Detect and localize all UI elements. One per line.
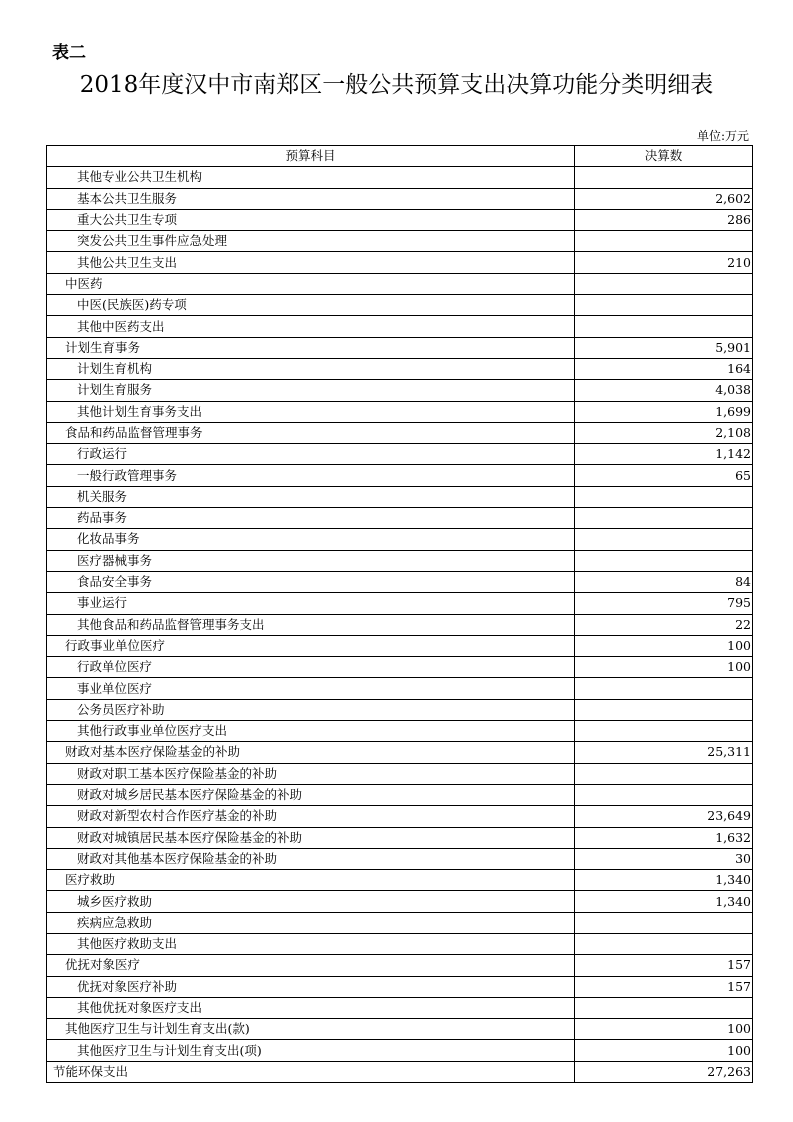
page-title: 2018年度汉中市南郑区一般公共预算支出决算功能分类明细表 — [79, 72, 714, 98]
row-subject: 医疗救助 — [47, 870, 575, 891]
row-subject: 其他计划生育事务支出 — [47, 401, 575, 422]
table-row — [47, 486, 753, 507]
row-subject: 行政事业单位医疗 — [47, 635, 575, 656]
table-row — [47, 1061, 753, 1082]
table-row — [47, 721, 753, 742]
table-row — [47, 209, 753, 230]
table-row — [47, 784, 753, 805]
row-subject: 计划生育机构 — [47, 358, 575, 379]
row-amount: 5,901 — [575, 337, 753, 358]
row-amount: 2,602 — [575, 188, 753, 209]
row-amount: 100 — [575, 1040, 753, 1061]
row-amount — [575, 167, 753, 188]
row-subject: 优抚对象医疗 — [47, 955, 575, 976]
table-row — [47, 401, 753, 422]
row-amount: 1,142 — [575, 444, 753, 465]
row-subject: 其他专业公共卫生机构 — [47, 167, 575, 188]
row-subject: 中医(民族医)药专项 — [47, 295, 575, 316]
row-subject: 其他医疗卫生与计划生育支出(款) — [47, 1019, 575, 1040]
table-row — [47, 1019, 753, 1040]
row-amount: 30 — [575, 848, 753, 869]
row-subject: 基本公共卫生服务 — [47, 188, 575, 209]
row-amount — [575, 699, 753, 720]
table-row — [47, 827, 753, 848]
row-amount — [575, 486, 753, 507]
table-header-row — [47, 146, 753, 167]
row-subject: 其他行政事业单位医疗支出 — [47, 721, 575, 742]
table-row — [47, 529, 753, 550]
row-amount — [575, 997, 753, 1018]
table-row — [47, 635, 753, 656]
row-subject: 食品和药品监督管理事务 — [47, 422, 575, 443]
row-amount: 1,632 — [575, 827, 753, 848]
row-subject: 财政对职工基本医疗保险基金的补助 — [47, 763, 575, 784]
row-subject: 公务员医疗补助 — [47, 699, 575, 720]
table-row — [47, 422, 753, 443]
row-subject: 城乡医疗救助 — [47, 891, 575, 912]
row-subject: 重大公共卫生专项 — [47, 209, 575, 230]
unit-label: 单位:万元 — [696, 129, 749, 143]
table-row — [47, 678, 753, 699]
row-amount — [575, 784, 753, 805]
row-subject: 计划生育服务 — [47, 380, 575, 401]
table-row — [47, 316, 753, 337]
table-row — [47, 806, 753, 827]
table-row — [47, 763, 753, 784]
row-amount: 286 — [575, 209, 753, 230]
row-subject: 行政运行 — [47, 444, 575, 465]
row-subject: 财政对新型农村合作医疗基金的补助 — [47, 806, 575, 827]
row-amount: 22 — [575, 614, 753, 635]
row-amount — [575, 529, 753, 550]
table-row — [47, 444, 753, 465]
row-subject: 其他医疗卫生与计划生育支出(项) — [47, 1040, 575, 1061]
row-subject: 突发公共卫生事件应急处理 — [47, 231, 575, 252]
row-subject: 中医药 — [47, 273, 575, 294]
row-amount — [575, 933, 753, 954]
row-amount: 1,340 — [575, 891, 753, 912]
row-subject: 其他优抚对象医疗支出 — [47, 997, 575, 1018]
table-row — [47, 955, 753, 976]
row-subject: 其他医疗救助支出 — [47, 933, 575, 954]
table-row — [47, 380, 753, 401]
table-row — [47, 976, 753, 997]
row-amount: 210 — [575, 252, 753, 273]
table-row — [47, 699, 753, 720]
table-row — [47, 593, 753, 614]
table-row — [47, 912, 753, 933]
table-row — [47, 358, 753, 379]
row-amount — [575, 231, 753, 252]
row-subject: 疾病应急救助 — [47, 912, 575, 933]
row-amount: 27,263 — [575, 1061, 753, 1082]
row-subject: 优抚对象医疗补助 — [47, 976, 575, 997]
table-row — [47, 571, 753, 592]
row-subject: 计划生育事务 — [47, 337, 575, 358]
table-row — [47, 167, 753, 188]
row-amount: 100 — [575, 657, 753, 678]
row-amount: 23,649 — [575, 806, 753, 827]
row-amount — [575, 550, 753, 571]
row-amount: 1,340 — [575, 870, 753, 891]
table-row — [47, 933, 753, 954]
row-subject: 机关服务 — [47, 486, 575, 507]
row-subject: 事业运行 — [47, 593, 575, 614]
table-row — [47, 891, 753, 912]
row-subject: 财政对城乡居民基本医疗保险基金的补助 — [47, 784, 575, 805]
table-row — [47, 252, 753, 273]
table-row — [47, 870, 753, 891]
table-row — [47, 614, 753, 635]
row-amount — [575, 763, 753, 784]
table-row — [47, 742, 753, 763]
sheet-label: 表二 — [52, 43, 86, 63]
row-amount: 65 — [575, 465, 753, 486]
row-amount — [575, 508, 753, 529]
table-row — [47, 231, 753, 252]
table-row — [47, 997, 753, 1018]
row-subject: 行政单位医疗 — [47, 657, 575, 678]
table-row — [47, 188, 753, 209]
row-amount: 4,038 — [575, 380, 753, 401]
row-subject: 食品安全事务 — [47, 571, 575, 592]
row-amount: 25,311 — [575, 742, 753, 763]
row-amount — [575, 678, 753, 699]
row-amount — [575, 721, 753, 742]
table-body — [47, 167, 753, 1083]
table-row — [47, 657, 753, 678]
column-header-subject: 预算科目 — [47, 146, 575, 167]
row-amount: 795 — [575, 593, 753, 614]
row-subject: 其他公共卫生支出 — [47, 252, 575, 273]
table-row — [47, 1040, 753, 1061]
table-row — [47, 550, 753, 571]
row-subject: 一般行政管理事务 — [47, 465, 575, 486]
table-row — [47, 508, 753, 529]
row-amount: 100 — [575, 635, 753, 656]
row-amount — [575, 912, 753, 933]
row-subject: 节能环保支出 — [47, 1061, 575, 1082]
row-subject: 财政对其他基本医疗保险基金的补助 — [47, 848, 575, 869]
column-header-amount: 决算数 — [575, 146, 753, 167]
table-row — [47, 465, 753, 486]
row-subject: 财政对基本医疗保险基金的补助 — [47, 742, 575, 763]
row-amount: 100 — [575, 1019, 753, 1040]
row-amount — [575, 273, 753, 294]
row-amount: 164 — [575, 358, 753, 379]
table-row — [47, 337, 753, 358]
row-amount: 157 — [575, 955, 753, 976]
row-amount: 1,699 — [575, 401, 753, 422]
row-amount: 84 — [575, 571, 753, 592]
table-row — [47, 273, 753, 294]
row-amount — [575, 316, 753, 337]
row-subject: 事业单位医疗 — [47, 678, 575, 699]
row-subject: 药品事务 — [47, 508, 575, 529]
row-amount — [575, 295, 753, 316]
row-amount: 2,108 — [575, 422, 753, 443]
table-row — [47, 848, 753, 869]
row-subject: 其他中医药支出 — [47, 316, 575, 337]
row-amount: 157 — [575, 976, 753, 997]
row-subject: 财政对城镇居民基本医疗保险基金的补助 — [47, 827, 575, 848]
table-row — [47, 295, 753, 316]
row-subject: 医疗器械事务 — [47, 550, 575, 571]
budget-table — [46, 145, 753, 1083]
row-subject: 化妆品事务 — [47, 529, 575, 550]
row-subject: 其他食品和药品监督管理事务支出 — [47, 614, 575, 635]
